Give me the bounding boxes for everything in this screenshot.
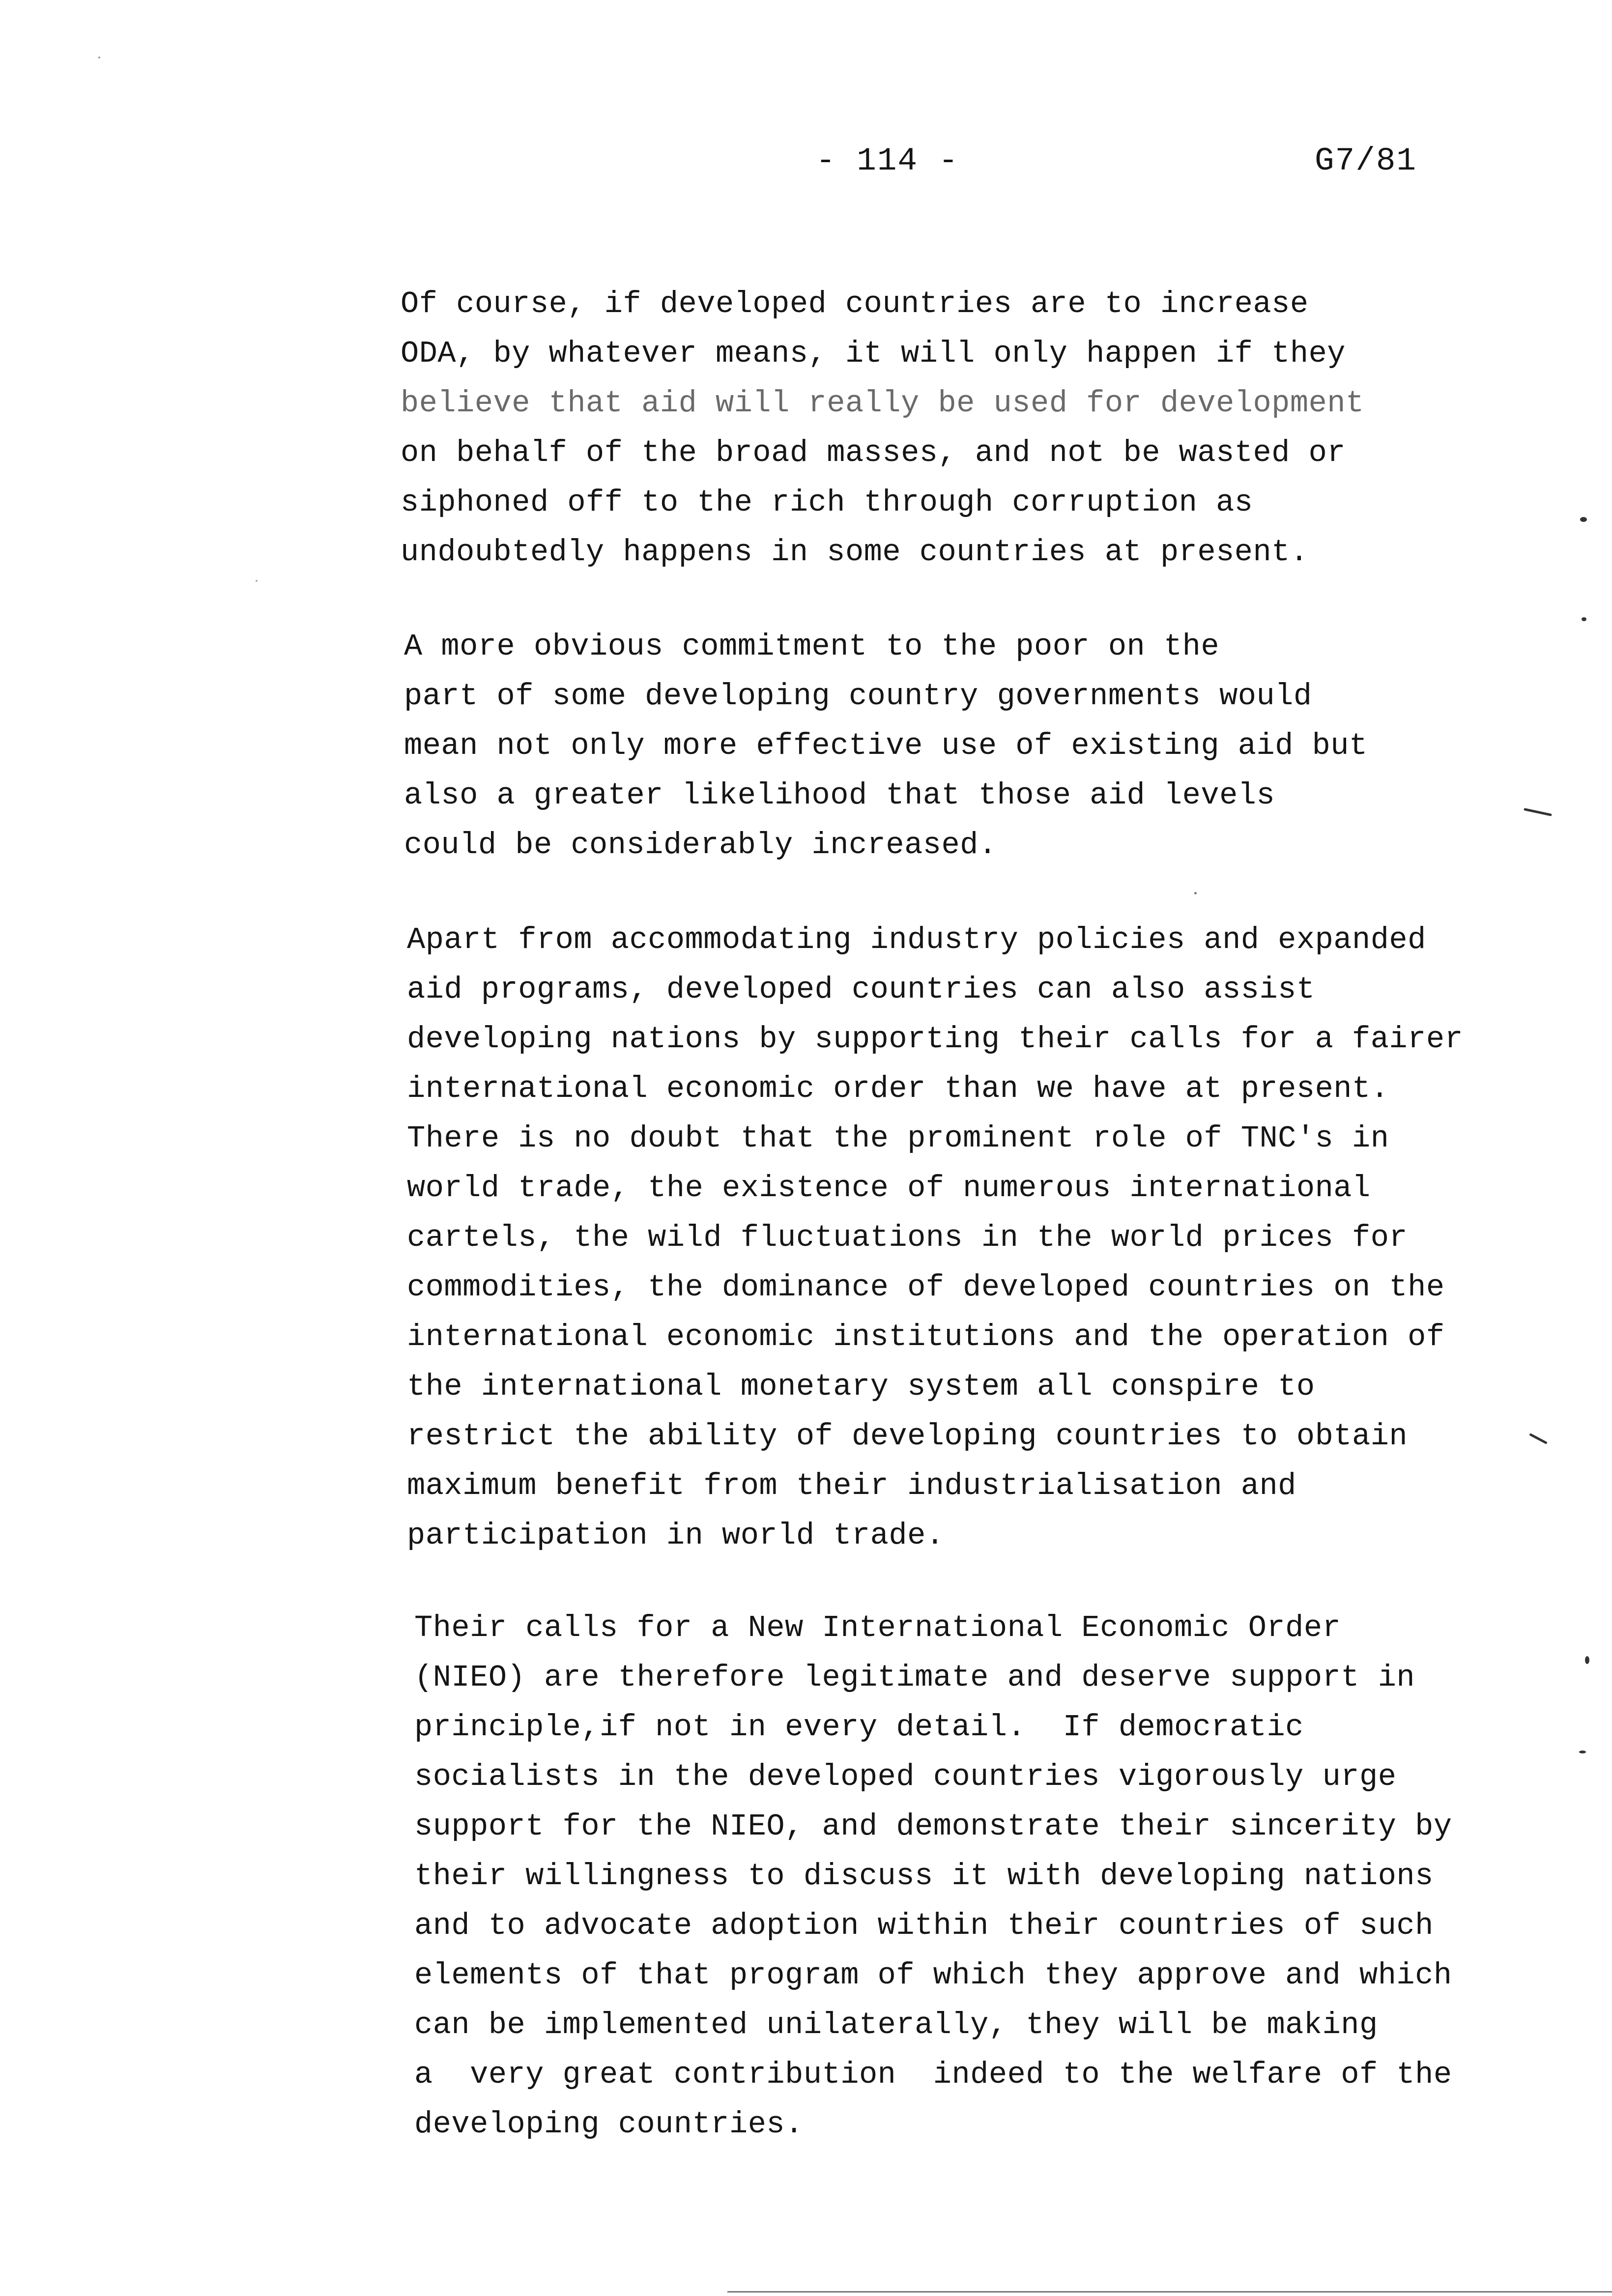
paragraph-1 <box>401 279 1364 577</box>
scan-mark <box>1529 1433 1548 1444</box>
text-line: can be implemented unilaterally, they will be making <box>414 2008 1378 2042</box>
text-line: world trade, the existence of numerous international <box>407 1171 1371 1205</box>
scan-mark <box>1585 1656 1589 1664</box>
text-line: also a greater likelihood that those aid levels <box>404 778 1275 813</box>
scan-mark <box>1582 617 1586 621</box>
text-line: developing nations by supporting their calls for a fairer <box>407 1022 1464 1057</box>
scan-mark <box>1579 1751 1586 1753</box>
text-line: support for the NIEO, and demonstrate their sincerity by <box>414 1809 1452 1844</box>
scan-mark <box>1580 517 1587 522</box>
text-line: cartels, the wild fluctuations in the world prices for <box>407 1220 1408 1255</box>
text-line: A more obvious commitment to the poor on the <box>404 629 1220 664</box>
text-line: international economic order than we have at present. <box>407 1071 1389 1106</box>
text-line: developing countries. <box>414 2107 804 2142</box>
scan-mark <box>1194 892 1197 894</box>
text-line: part of some developing country governments would <box>404 679 1312 714</box>
paragraph-2 <box>404 622 1368 870</box>
text-line: Of course, if developed countries are to increase <box>401 287 1309 321</box>
text-line: aid programs, developed countries can also assist <box>407 972 1315 1007</box>
text-line: siphoned off to the rich through corruption as <box>401 485 1253 520</box>
text-line: believe that aid will really be used for development <box>401 386 1364 421</box>
text-line: commodities, the dominance of developed countries on the <box>407 1270 1445 1305</box>
paragraph-3 <box>407 915 1463 1560</box>
text-line: and to advocate adoption within their countries of such <box>414 1908 1434 1943</box>
text-line: (NIEO) are therefore legitimate and deserve support in <box>414 1660 1415 1695</box>
scan-mark <box>256 580 258 582</box>
text-line: maximum benefit from their industrialisation and <box>407 1468 1296 1503</box>
text-line: their willingness to discuss it with developing nations <box>414 1859 1434 1894</box>
text-line: There is no doubt that the prominent role of TNC's in <box>407 1121 1389 1156</box>
text-line: Their calls for a New International Economic Order <box>414 1610 1341 1645</box>
text-line: participation in world trade. <box>407 1518 945 1553</box>
text-line: ODA, by whatever means, it will only happen if they <box>401 336 1346 371</box>
text-line: Apart from accommodating industry policies and expanded <box>407 922 1426 957</box>
text-line: the international monetary system all conspire to <box>407 1369 1315 1404</box>
text-line: undoubtedly happens in some countries at present. <box>401 535 1309 570</box>
text-line: international economic institutions and the operation of <box>407 1320 1445 1354</box>
text-line: could be considerably increased. <box>404 828 997 862</box>
scan-mark <box>98 57 100 58</box>
text-line: restrict the ability of developing countries to obtain <box>407 1419 1408 1454</box>
text-line: a very great contribution indeed to the welfare of the <box>414 2057 1452 2092</box>
text-line: principle,if not in every detail. If democratic <box>414 1710 1304 1745</box>
text-line: mean not only more effective use of existing aid but <box>404 728 1368 763</box>
text-line: on behalf of the broad masses, and not be wasted or <box>401 435 1346 470</box>
paragraph-4 <box>414 1603 1452 2149</box>
scan-mark <box>1524 808 1552 816</box>
text-line: socialists in the developed countries vigorously urge <box>414 1759 1397 1794</box>
page-number: - 114 - <box>816 143 959 179</box>
text-line: elements of that program of which they approve and which <box>414 1958 1452 1993</box>
document-reference: G7/81 <box>1315 143 1417 179</box>
bottom-edge-line <box>727 2291 1612 2293</box>
